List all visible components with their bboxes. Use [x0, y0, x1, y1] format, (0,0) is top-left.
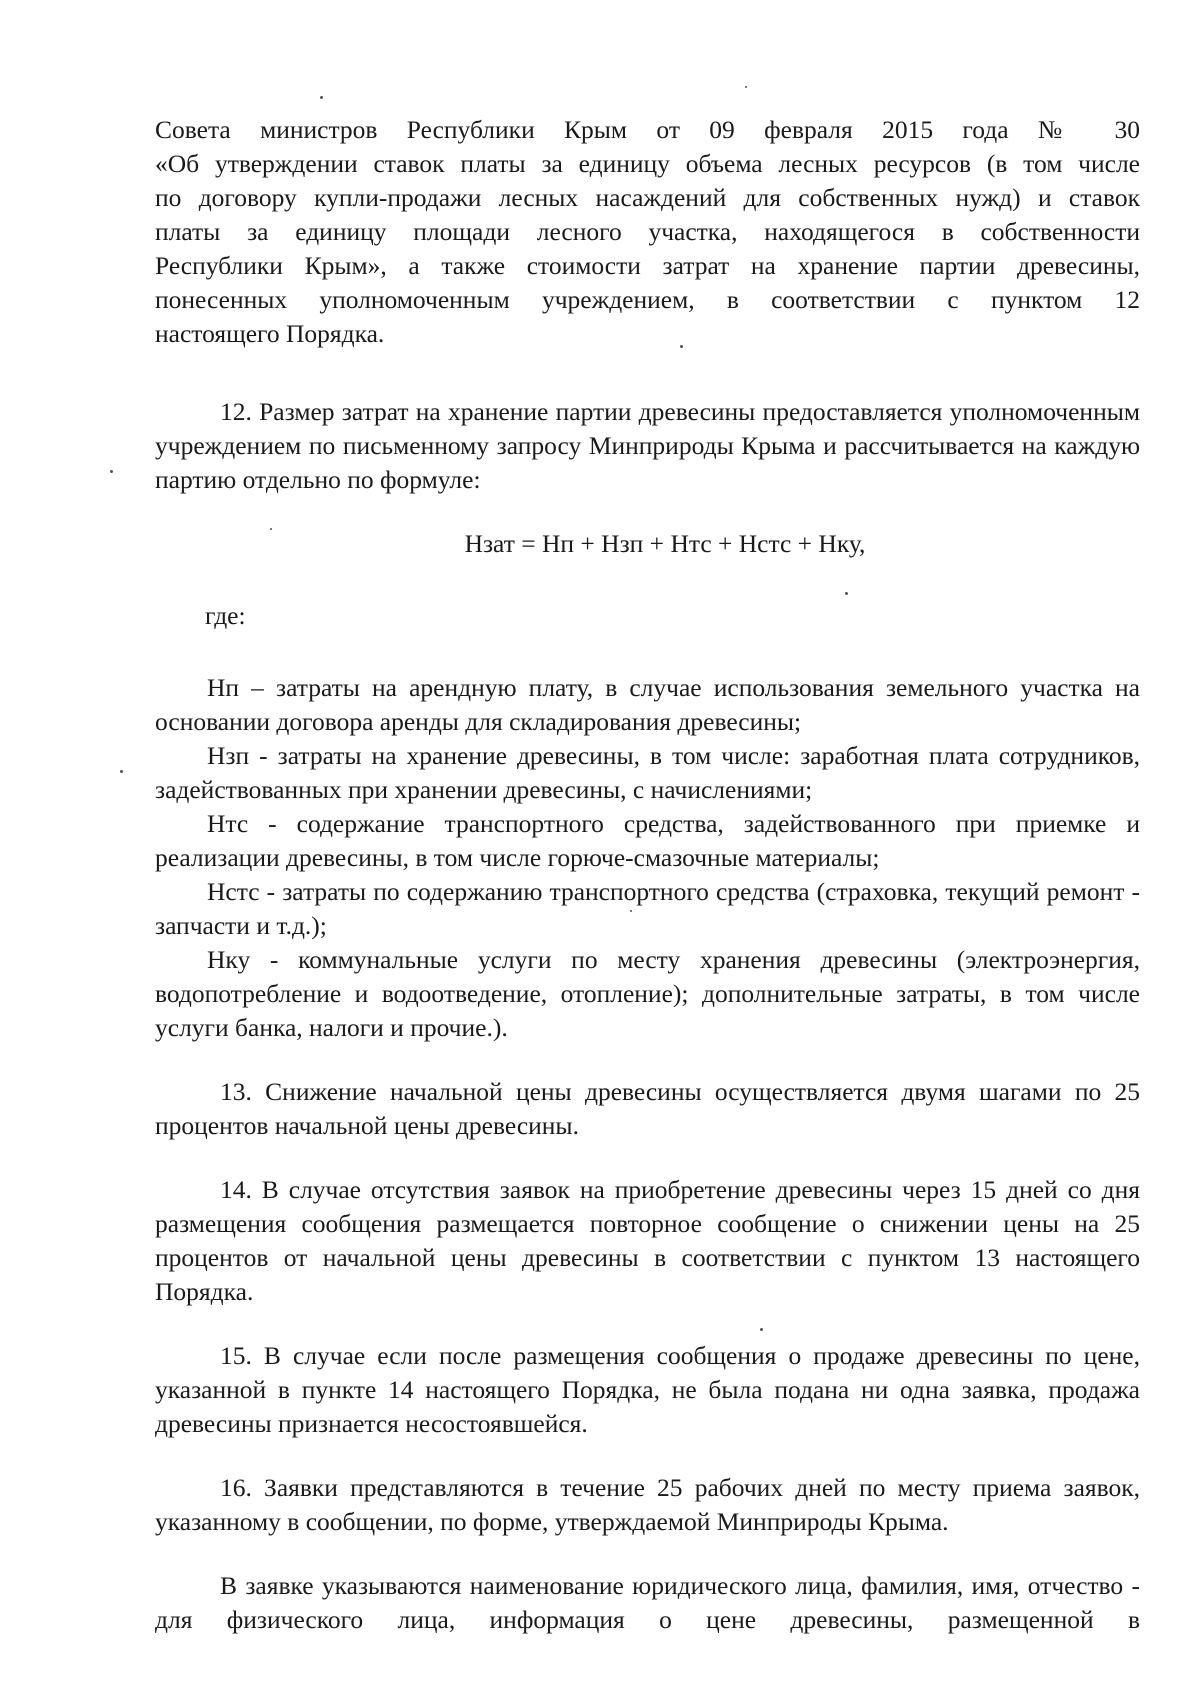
- cost-formula: Нзат = Нп + Нзп + Нтс + Нстс + Нку,: [464, 529, 866, 558]
- section-12-paragraph: 12. Размер затрат на хранение партии древесины предоставляется уполномоченным учреждением по письменному запросу Минприроды Крыма и рассчитывается на каждую партию отдельно по формуле:: [155, 397, 1140, 494]
- section-16-paragraph: 16. Заявки представляются в течение 25 рабочих дней по месту приема заявок, указанному в сообщении, по форме, утверждаемой Минприроды Крыма.: [155, 1473, 1140, 1536]
- closing-paragraph: В заявке указываются наименование юридического лица, фамилия, имя, отчество - для физического лица, информация о цене древесины, размещенной в: [155, 1571, 1140, 1634]
- scan-speck: [745, 86, 747, 88]
- scan-speck: [630, 910, 632, 912]
- definition-item: Нзп - затраты на хранение древесины, в том числе: заработная плата сотрудников, задействованных при хранении древесины, с начислениями;: [155, 741, 1140, 804]
- scan-speck: [320, 96, 323, 99]
- scan-speck: [110, 470, 113, 473]
- intro-line: платы за единицу площади лесного участка, находящегося в собственности: [155, 217, 1140, 246]
- scan-speck: [845, 592, 848, 595]
- intro-paragraph: [155, 113, 1140, 351]
- definitions-list: [155, 671, 1140, 1045]
- intro-line: Совета министров Республики Крым от 09 февраля 2015 года № 30: [155, 115, 1140, 144]
- intro-line: по договору купли-продажи лесных насаждений для собственных нужд) и ставок: [155, 183, 1140, 212]
- section-14-paragraph: 14. В случае отсутствия заявок на приобретение древесины через 15 дней со дня размещения сообщения размещается повторное сообщение о снижении цены на 25 процентов от начальной цены древесины в соответствии с пунктом 13 настоящего Порядка.: [155, 1175, 1140, 1306]
- intro-line: настоящего Порядка.: [155, 319, 385, 348]
- scan-speck: [760, 1328, 763, 1331]
- intro-line: Республики Крым», а также стоимости затрат на хранение партии древесины,: [155, 251, 1140, 280]
- where-label: где:: [205, 601, 246, 630]
- definition-item: Нтс - содержание транспортного средства, задействованного при приемке и реализации древесины, в том числе горюче-смазочные материалы;: [155, 809, 1140, 872]
- document-page: [155, 113, 1140, 1637]
- scan-speck: [680, 345, 683, 348]
- intro-line: «Об утверждении ставок платы за единицу объема лесных ресурсов (в том числе: [155, 149, 1140, 178]
- definition-item: Нп – затраты на арендную плату, в случае использования земельного участка на основании договора аренды для складирования древесины;: [155, 673, 1140, 736]
- section-15-paragraph: 15. В случае если после размещения сообщения о продаже древесины по цене, указанной в пункте 14 настоящего Порядка, не была подана ни одна заявка, продажа древесины признается несостоявшейся.: [155, 1341, 1140, 1438]
- scan-speck: [120, 770, 123, 773]
- scan-speck: [270, 528, 272, 530]
- definition-item: Нку - коммунальные услуги по месту хранения древесины (электроэнергия, водопотребление и водоотведение, отопление); дополнительные затраты, в том числе услуги банка, налоги и прочие.).: [155, 945, 1140, 1042]
- section-13-paragraph: 13. Снижение начальной цены древесины осуществляется двумя шагами по 25 процентов начальной цены древесины.: [155, 1077, 1140, 1140]
- definition-item: Нстс - затраты по содержанию транспортного средства (страховка, текущий ремонт - запчасти и т.д.);: [155, 877, 1140, 940]
- intro-line: понесенных уполномоченным учреждением, в соответствии с пунктом 12: [155, 285, 1140, 314]
